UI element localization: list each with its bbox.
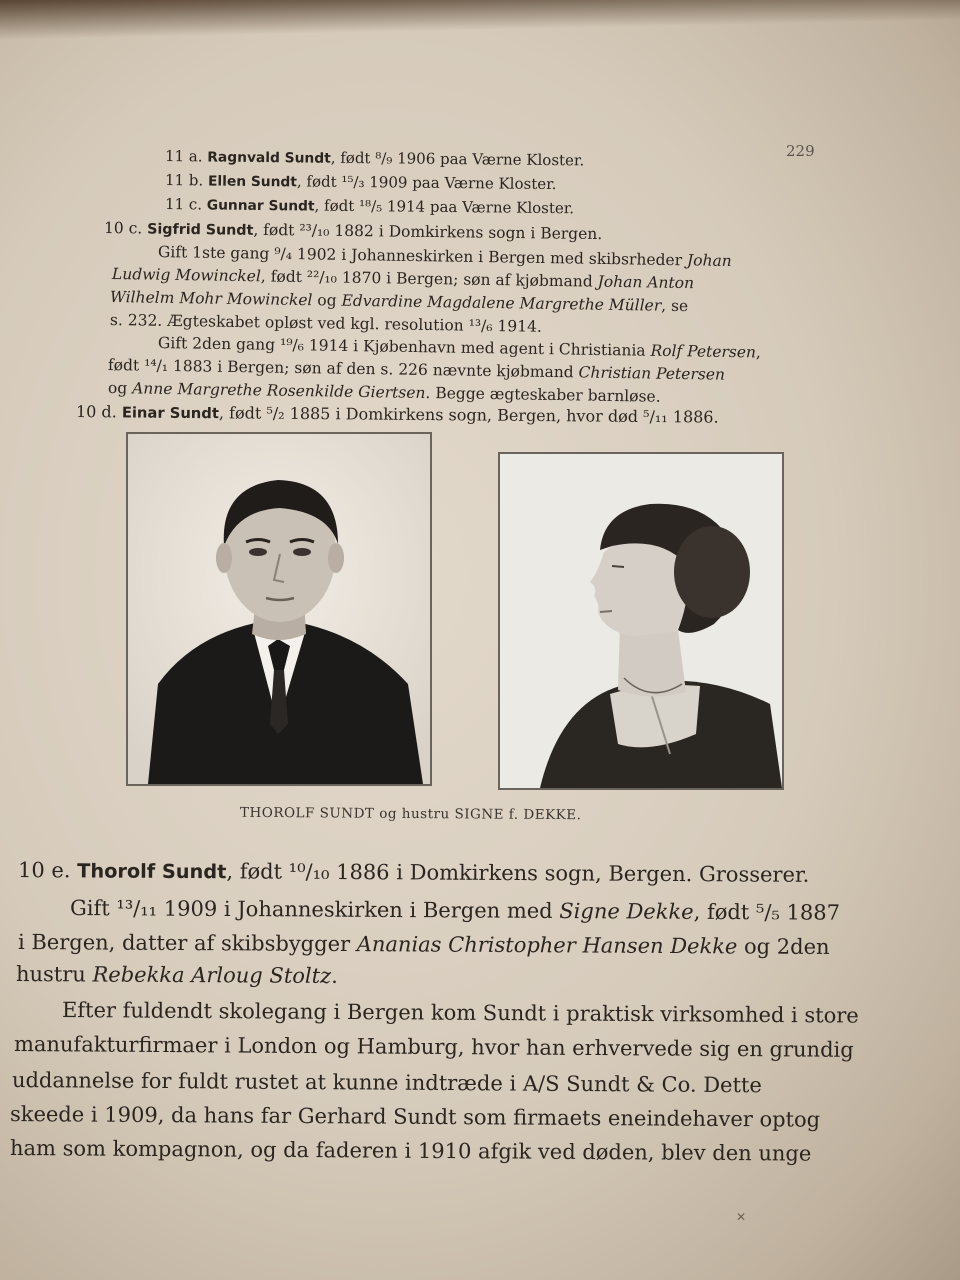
text-run: Gift 1ste gang ⁹/₄ 1902 i Johanneskirken i Bergen med skibsrheder <box>157 243 688 270</box>
thorolf-line-1 <box>70 894 840 927</box>
entry-text: , født ¹⁰/₁₀ 1886 i Domkirkens sogn, Bergen. Grosserer. <box>226 859 810 887</box>
paragraph-line: uddannelse for fuldt rustet at kunne indtræde i A/S Sundt & Co. Dette <box>11 1068 762 1098</box>
italic-name: Rebekka Arloug Stoltz <box>92 962 332 988</box>
paragraph-line: manufakturfirmaer i London og Hamburg, hvor han erhvervede sig en grundig <box>13 1032 854 1062</box>
footer-mark: ✕ <box>736 1210 747 1224</box>
entry-name: Ellen Sundt <box>207 173 298 191</box>
text-run: og <box>312 291 342 310</box>
portrait-signe <box>498 452 784 790</box>
portrait-thorolf <box>126 432 432 786</box>
italic-name: Edvardine Magdalene Margrethe Müller <box>341 291 662 315</box>
entry-number: 10 e. <box>17 858 71 883</box>
text-run: i Bergen, datter af skibsbygger <box>17 930 357 957</box>
entry-name: Gunnar Sundt <box>206 197 315 215</box>
entry-name: Sigfrid Sundt <box>147 221 254 239</box>
text-run: . Begge ægteskaber barnløse. <box>425 383 661 406</box>
photo-caption: THOROLF SUNDT og hustru SIGNE f. DEKKE. <box>239 804 582 824</box>
entry-10c <box>104 218 603 245</box>
entry-number: 11 a. <box>164 147 203 166</box>
entry-name: Einar Sundt <box>121 404 219 423</box>
paragraph-line: skeede i 1909, da hans far Gerhard Sundt som firmaets eneindehaver optog <box>9 1102 821 1132</box>
italic-name: Anne Margrethe Rosenkilde Giertsen <box>132 379 426 402</box>
entry-text: , født ¹⁵/₃ 1909 paa Værne Kloster. <box>296 172 557 194</box>
entry-number: 10 d. <box>75 402 117 422</box>
text-run: født ¹⁴/₁ 1883 i Bergen; søn af den s. 226 nævnte kjøbmand <box>107 356 579 382</box>
page-number: 229 <box>786 142 815 160</box>
text-run: , født ⁵/₅ 1887 <box>693 899 841 925</box>
text-run: hustru <box>15 962 93 987</box>
entry-name: Ragnvald Sundt <box>207 149 331 167</box>
text-run: , <box>755 343 762 362</box>
italic-name: Rolf Petersen <box>650 341 757 362</box>
italic-name: Johan <box>686 251 732 271</box>
italic-name: Johan Anton <box>597 272 695 293</box>
entry-text: , født ¹⁸/₅ 1914 paa Værne Kloster. <box>314 196 575 218</box>
text-run: , født ²²/₁₀ 1870 i Bergen; søn af kjøbmand <box>260 267 598 291</box>
page-edge-shadow <box>0 0 960 40</box>
entry-11c <box>165 194 574 219</box>
text-run: Gift ¹³/₁₁ 1909 i Johanneskirken i Bergen med <box>69 896 560 923</box>
italic-name: Ludwig Mowinckel <box>111 265 262 286</box>
entry-text: , født ⁸/₉ 1906 paa Værne Kloster. <box>330 148 585 170</box>
entry-11b <box>165 170 557 195</box>
entry-text: , født ⁵/₂ 1885 i Domkirkens sogn, Bergen, hvor død ⁵/₁₁ 1886. <box>218 403 719 427</box>
sigfrid-line-4: s. 232. Ægteskabet opløst ved kgl. resolution ¹³/₆ 1914. <box>109 311 542 336</box>
italic-name: Ananias Christopher Hansen Dekke <box>356 932 738 959</box>
text-run: . <box>331 963 338 988</box>
italic-name: Christian Petersen <box>578 363 726 384</box>
paragraph-line: ham som kompagnon, og da faderen i 1910 afgik ved døden, blev den unge <box>9 1136 812 1166</box>
thorolf-line-3 <box>16 960 338 990</box>
italic-name: Signe Dekke <box>559 898 694 924</box>
entry-10d <box>76 402 719 429</box>
portrait-woman-illustration <box>500 454 782 788</box>
text-run: , se <box>661 296 689 316</box>
thorolf-line-2 <box>18 928 830 961</box>
entry-number: 10 c. <box>103 219 143 238</box>
entry-name: Thorolf Sundt <box>77 859 227 884</box>
text-run: og 2den <box>737 934 830 959</box>
portrait-man-illustration <box>128 434 430 784</box>
entry-11a <box>165 146 584 171</box>
text-run: og <box>107 379 133 398</box>
entry-number: 11 b. <box>164 171 204 190</box>
entry-10e <box>18 856 810 890</box>
entry-text: , født ²³/₁₀ 1882 i Domkirkens sogn i Bergen. <box>253 220 603 244</box>
entry-number: 11 c. <box>164 195 203 214</box>
paragraph-line: Efter fuldendt skolegang i Bergen kom Sundt i praktisk virksomhed i store <box>61 998 859 1028</box>
italic-name: Wilhelm Mohr Mowinckel <box>109 288 313 310</box>
text-run: Gift 2den gang ¹⁹/₆ 1914 i Kjøbenhavn med agent i Christiania <box>157 334 651 360</box>
